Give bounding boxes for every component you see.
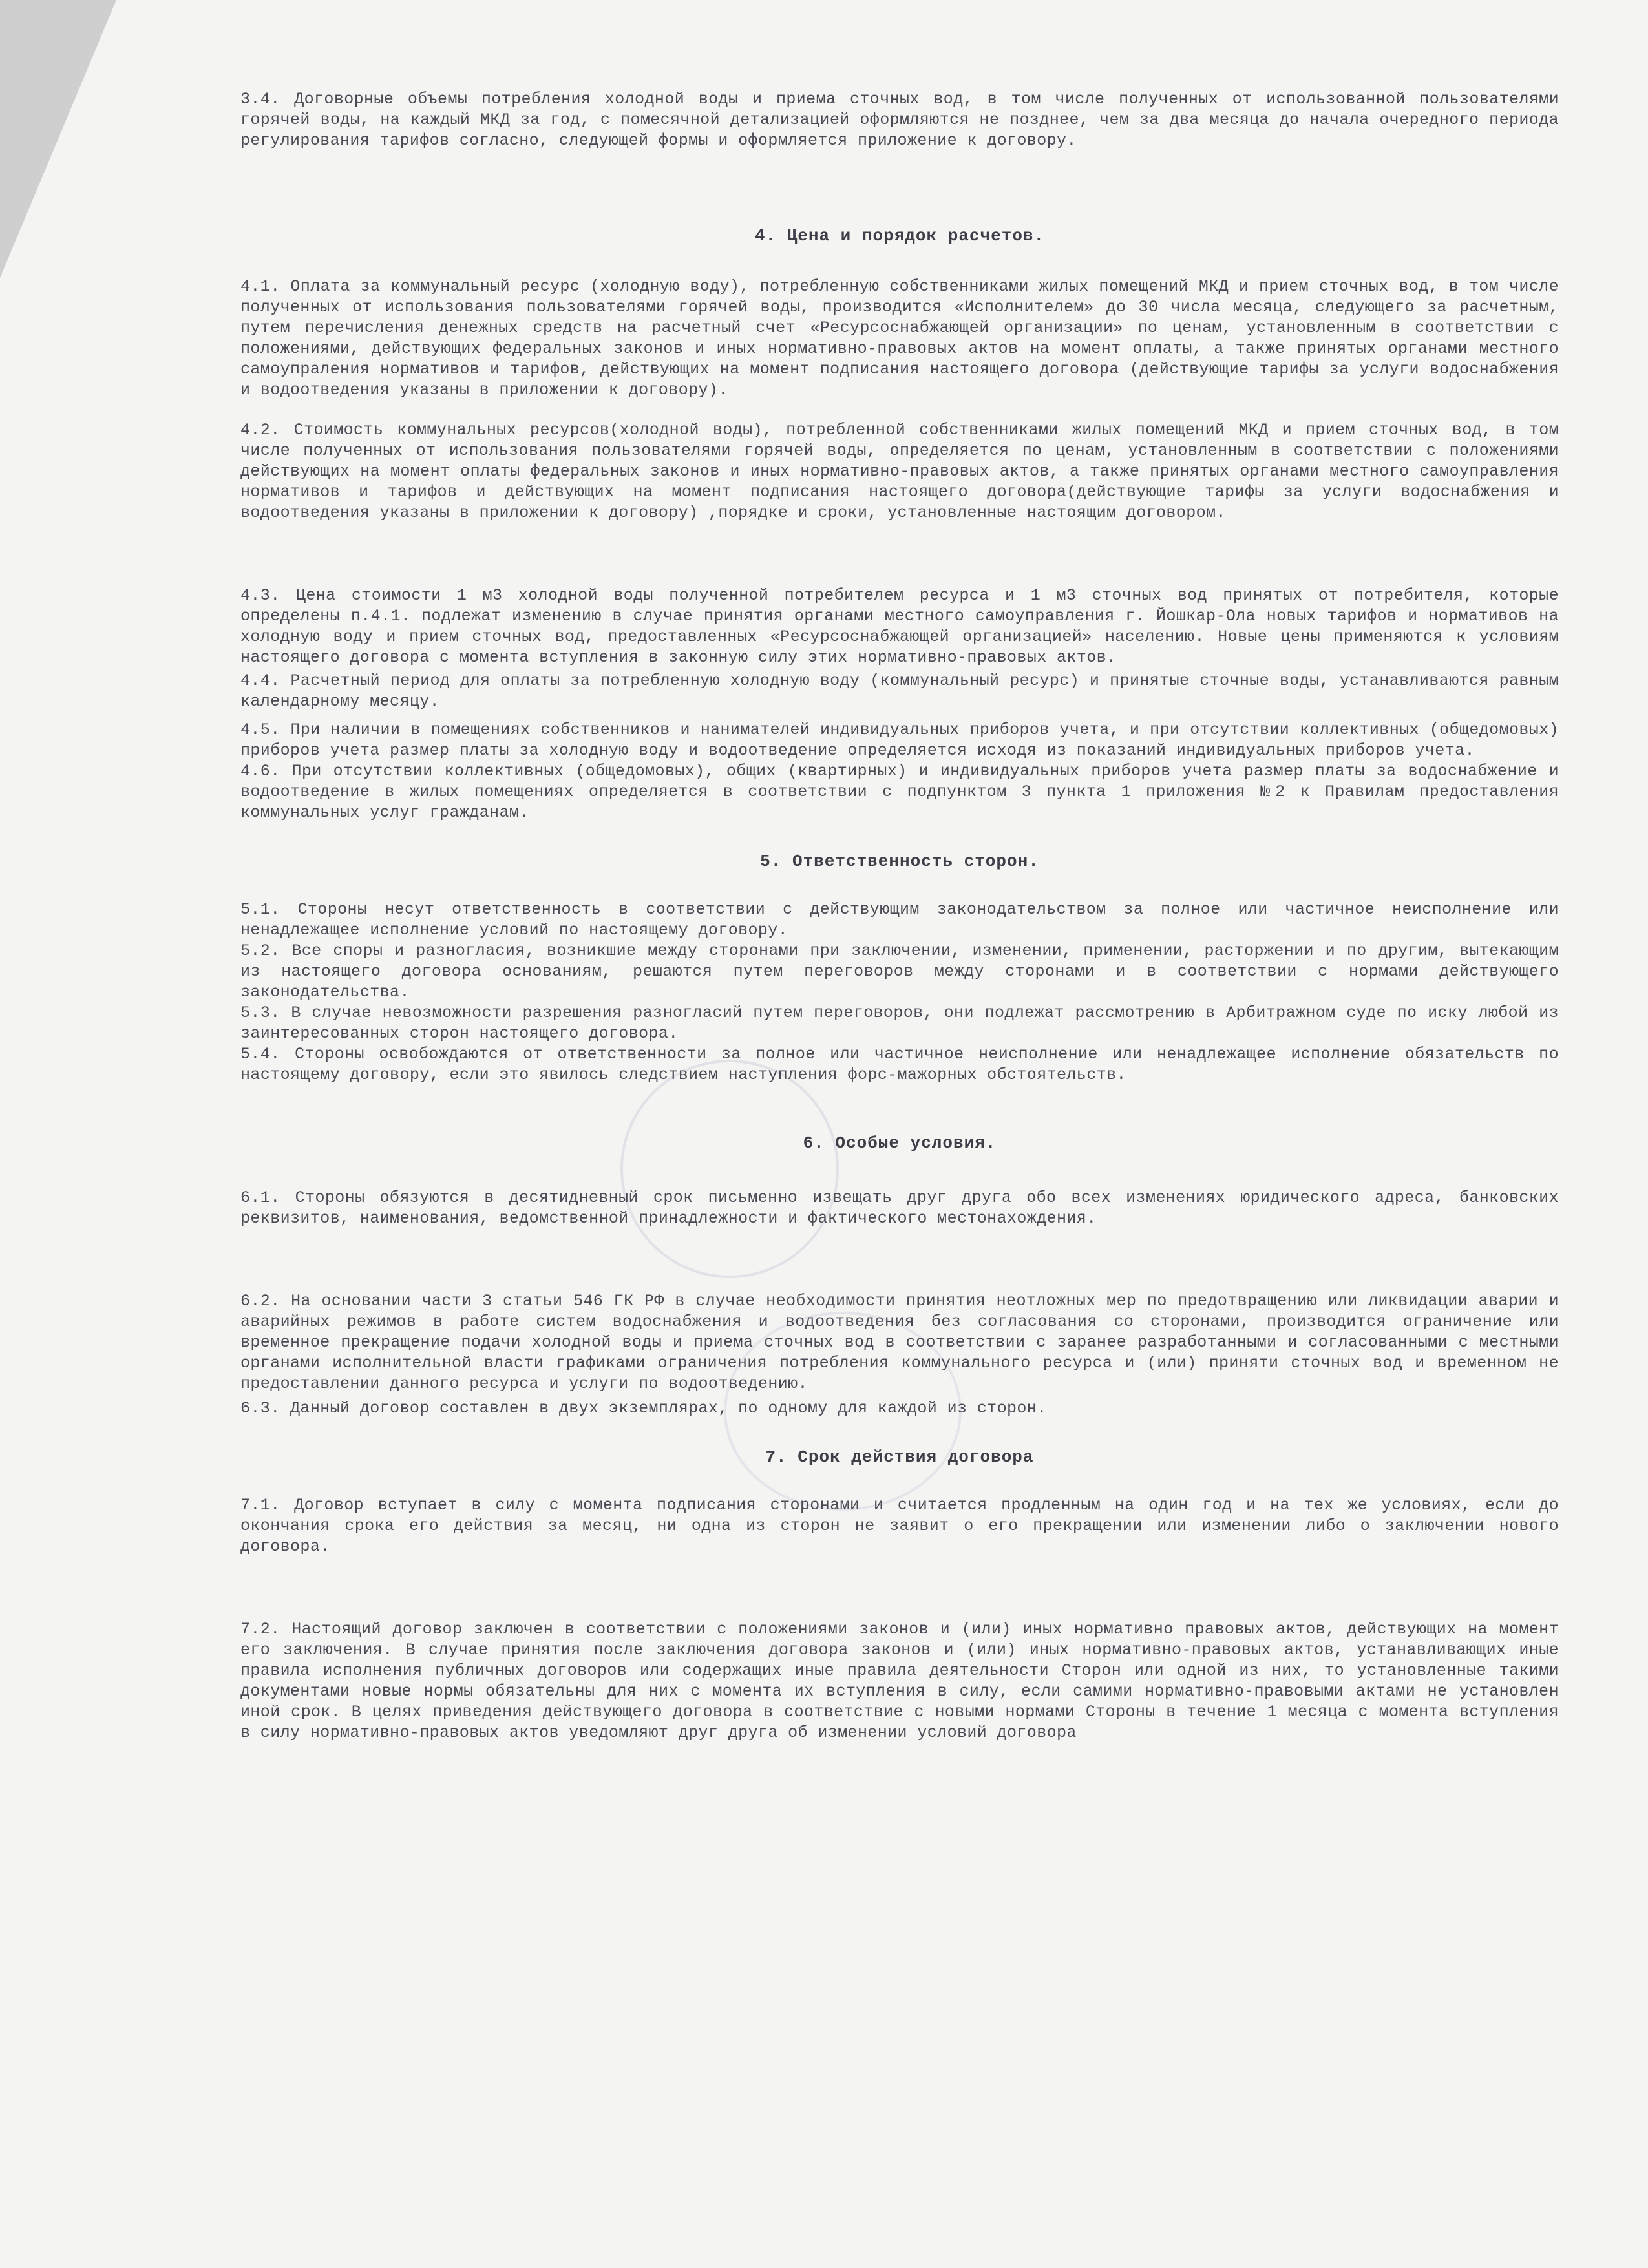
document-page xyxy=(240,89,1559,1743)
clause-5-4: 5.4. Стороны освобождаются от ответственности за полное или частичное неисполнение или ненадлежащее исполнение обязательств по настоящему договору, если это явилось следствием наступления форс-мажорных обстоятельств. xyxy=(240,1045,1559,1084)
section-7-heading: 7. Срок действия договора xyxy=(765,1447,1034,1467)
clause-6-3: 6.3. Данный договор составлен в двух экземплярах, по одному для каждой из сторон. xyxy=(240,1399,1047,1418)
section-4-heading: 4. Цена и порядок расчетов. xyxy=(754,226,1045,246)
section-6-heading: 6. Особые условия. xyxy=(803,1133,997,1153)
clause-4-2: 4.2. Стоимость коммунальных ресурсов(холодной воды), потребленной собственниками жилых помещений МКД и прием сточных вод, в том числе полученных от использования пользователями горячей воды, определяется по ценам, установленным в соответствии с положениями действующих на момент оплаты федеральных законов и иных нормативно-правовых актов, а также принятых органами местного самоуправления нормативов и тарифов и действующих на момент подписания настоящего договора(действующие тарифы за услуги водоснабжения и водоотведения указаны в приложении к договору) ,порядке и сроки, установленные настоящим договором. xyxy=(240,421,1559,522)
clause-4-5: 4.5. При наличии в помещениях собственников и нанимателей индивидуальных приборов учета, и при отсутствии коллективных (общедомовых) приборов учета размер платы за холодную воду и водоотведение определяется исходя из показаний индивидуальных приборов учета. xyxy=(240,720,1559,760)
clause-4-3: 4.3. Цена стоимости 1 м3 холодной воды полученной потребителем ресурса и 1 м3 сточных вод принятых от потребителя, которые определены п.4.1. подлежат изменению в случае принятия органами местного самоуправления г. Йошкар-Ола новых тарифов и нормативов на холодную воду и прием сточных вод, предоставленных «Ресурсоснабжающей организацией» населению. Новые цены применяются к условиям настоящего договора с момента вступления в законную силу этих нормативно-правовых актов. xyxy=(240,586,1559,667)
folded-page-corner xyxy=(0,0,116,278)
clause-5-1: 5.1. Стороны несут ответственность в соответствии с действующим законодательством за полное или частичное неисполнение или ненадлежащее исполнение условий по настоящему договору. xyxy=(240,900,1559,940)
clause-5-2: 5.2. Все споры и разногласия, возникшие между сторонами при заключении, изменении, применении, расторжении и по другим, вытекающим из настоящего договора основаниям, решаются путем переговоров между сторонами и в соответствии с нормами действующего законодательства. xyxy=(240,941,1559,1002)
clause-7-1: 7.1. Договор вступает в силу с момента подписания сторонами и считается продленным на один год и на тех же условиях, если до окончания срока его действия за месяц, ни одна из сторон не заявит о его прекращении или изменении либо о заключении нового договора. xyxy=(240,1496,1559,1556)
clause-4-4: 4.4. Расчетный период для оплаты за потребленную холодную воду (коммунальный ресурс) и принятые сточные воды, устанавливаются равным календарному месяцу. xyxy=(240,671,1559,711)
clause-6-1: 6.1. Стороны обязуются в десятидневный срок письменно извещать друг друга обо всех изменениях юридического адреса, банковских реквизитов, наименования, ведомственной принадлежности и фактического местонахождения. xyxy=(240,1188,1559,1228)
clause-4-1: 4.1. Оплата за коммунальный ресурс (холодную воду), потребленную собственниками жилых помещений МКД и прием сточных вод, в том числе полученных от использования пользователями горячей воды, производится «Исполнителем» до 30 числа месяца, следующего за расчетным, путем перечисления денежных средств на расчетный счет «Ресурсоснабжающей организации» по ценам, установленным в соответствии с положениями, действующих федеральных законов и иных нормативно-правовых актов на момент оплаты, а также принятых органами местного самоупраления нормативов и тарифов, действующих на момент подписания настоящего договора (действующие тарифы за услуги водоснабжения и водоотведения указаны в приложении к договору). xyxy=(240,277,1559,399)
clause-4-6: 4.6. При отсутствии коллективных (общедомовых), общих (квартирных) и индивидуальных приборов учета размер платы за водоснабжение и водоотведение в жилых помещениях определяется в соответствии с подпунктом 3 пункта 1 приложения №2 к Правилам предоставления коммунальных услуг гражданам. xyxy=(240,762,1559,822)
section-5-heading: 5. Ответственность сторон. xyxy=(760,852,1039,871)
clause-6-2: 6.2. На основании части 3 статьи 546 ГК РФ в случае необходимости принятия неотложных мер по предотвращению или ликвидации аварии и аварийных режимов в работе систем водоснабжения и водоотведения без согласования со сторонами, производится ограничение или временное прекращение подачи холодной воды и приема сточных вод в соответствии с заранее разработанными и согласованными с местными органами исполнительной власти графиками ограничения потребления коммунального ресурса и (или) приняти сточных вод и временном не предоставлении данного ресурса и услуги по водоотведению. xyxy=(240,1292,1559,1393)
clause-3-4: 3.4. Договорные объемы потребления холодной воды и приема сточных вод, в том числе полученных от использованной пользователями горячей воды, на каждый МКД за год, с помесячной детализацией оформляются не позднее, чем за два месяца до начала очередного периода регулирования тарифов согласно, следующей формы и оформляется приложение к договору. xyxy=(240,90,1559,150)
clause-7-2: 7.2. Настоящий договор заключен в соответствии с положениями законов и (или) иных нормативно правовых актов, действующих на момент его заключения. В случае принятия после заключения договора законов и (или) иных нормативно-правовых актов, устанавливающих иные правила исполнения публичных договоров или содержащих иные правила деятельности Сторон или одной из них, то установленные такими документами новые нормы обязательны для них с момента их вступления в силу, если самими нормативно-правовыми актами не установлен иной срок. В целях приведения действующего договора в соответствие с новыми нормами Стороны в течение 1 месяца с момента вступления в силу нормативно-правовых актов уведомляют друг друга об изменении условий договора xyxy=(240,1620,1559,1742)
clause-5-3: 5.3. В случае невозможности разрешения разногласий путем переговоров, они подлежат рассмотрению в Арбитражном суде по иску любой из заинтересованных сторон настоящего договора. xyxy=(240,1003,1559,1043)
